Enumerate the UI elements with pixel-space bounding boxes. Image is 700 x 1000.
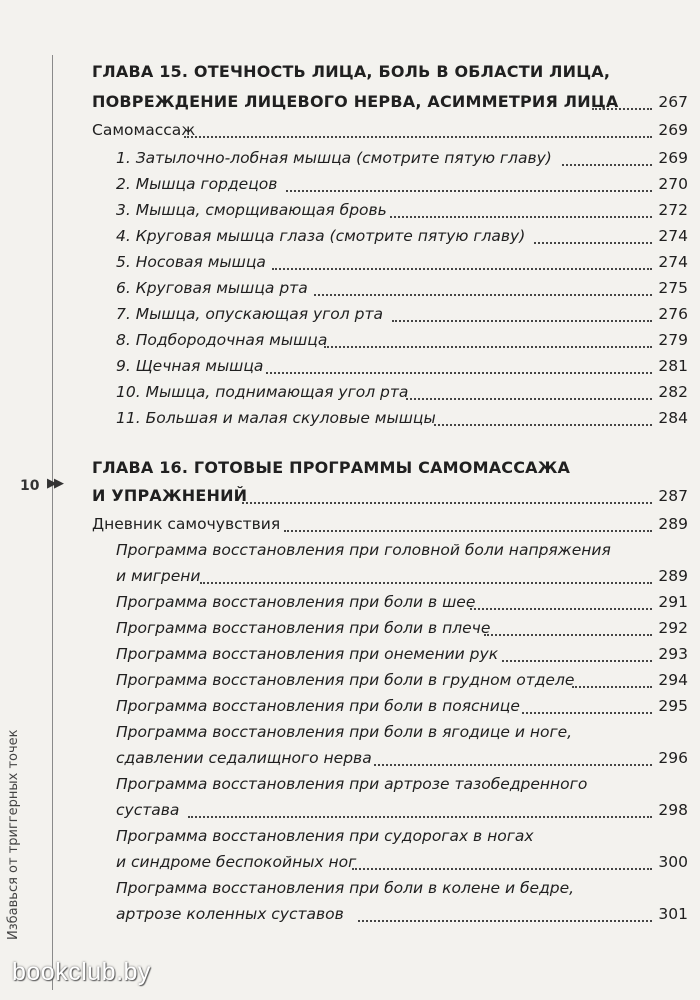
page-ref: 269	[658, 149, 688, 167]
toc-entry: и мигрени 289	[92, 564, 688, 590]
chapter-16-title-line1: ГЛАВА 16. ГОТОВЫЕ ПРОГРАММЫ САМОМАССАЖА	[92, 458, 571, 477]
page-ref: 279	[658, 331, 688, 349]
page-ref: 274	[658, 227, 688, 245]
toc-entry-line1: Программа восстановления при головной боли напряжения	[116, 541, 611, 559]
page-ref: 289	[658, 567, 688, 585]
page-ref: 294	[658, 671, 688, 689]
page-arrows-icon: ▶▶	[47, 476, 61, 491]
toc-entry: 3. Мышца, сморщивающая бровь 272	[92, 198, 688, 224]
watermark: bookclub.by	[12, 958, 151, 986]
toc-entry: 9. Щечная мышца 281	[92, 354, 688, 380]
toc-entry-line1: Программа восстановления при боли в колене и бедре,	[116, 879, 575, 897]
toc-entry: 8. Подбородочная мышца 279	[92, 328, 688, 354]
page-ref: 296	[658, 749, 688, 767]
page-ref: 293	[658, 645, 688, 663]
page-ref: 275	[658, 279, 688, 297]
toc-entry: 11. Большая и малая скуловые мышцы 284	[92, 406, 688, 432]
page-ref: 281	[658, 357, 688, 375]
margin-rule	[52, 55, 53, 990]
toc-entry-line1: Программа восстановления при боли в ягодице и ноге,	[116, 723, 573, 741]
toc-entry: артрозе коленных суставов 301	[92, 902, 688, 928]
page-ref: 274	[658, 253, 688, 271]
page-ref: 298	[658, 801, 688, 819]
toc-entry: Программа восстановления при онемении рук 293	[92, 642, 688, 668]
toc-entry-line1: Программа восстановления при артрозе тазобедренного	[116, 775, 588, 793]
toc-entry: 7. Мышца, опускающая угол рта 276	[92, 302, 688, 328]
page-ref: 291	[658, 593, 688, 611]
toc-entry-line1: Программа восстановления при судорогах в ногах	[116, 827, 534, 845]
page-ref: 295	[658, 697, 688, 715]
running-side-title: Избавься от триггерных точек	[6, 729, 21, 940]
toc-entry: ПОВРЕЖДЕНИЕ ЛИЦЕВОГО НЕРВА, АСИММЕТРИЯ ЛИЦА 267	[92, 90, 688, 116]
toc-entry: 2. Мышца гордецов 270	[92, 172, 688, 198]
chapter-15-title-line1: ГЛАВА 15. ОТЕЧНОСТЬ ЛИЦА, БОЛЬ В ОБЛАСТИ ЛИЦА,	[92, 62, 611, 81]
page-ref: 269	[658, 121, 688, 139]
page-ref: 270	[658, 175, 688, 193]
page-ref: 292	[658, 619, 688, 637]
toc-entry: 4. Круговая мышца глаза (смотрите пятую главу) 274	[92, 224, 688, 250]
toc-entry: 6. Круговая мышца рта 275	[92, 276, 688, 302]
toc-entry: 1. Затылочно-лобная мышца (смотрите пятую главу) 269	[92, 146, 688, 172]
page-ref: 272	[658, 201, 688, 219]
toc-entry: 10. Мышца, поднимающая угол рта 282	[92, 380, 688, 406]
page-ref: 282	[658, 383, 688, 401]
toc-entry: Программа восстановления при боли в шее 291	[92, 590, 688, 616]
page-ref: 300	[658, 853, 688, 871]
page-ref: 287	[658, 487, 688, 505]
toc-entry: Самомассаж 269	[92, 118, 688, 144]
page-ref: 276	[658, 305, 688, 323]
toc-entry: Дневник самочувствия 289	[92, 512, 688, 538]
page-ref: 284	[658, 409, 688, 427]
page-ref: 289	[658, 515, 688, 533]
page-ref: 301	[658, 905, 688, 923]
toc-entry: И УПРАЖНЕНИЙ 287	[92, 484, 688, 510]
toc-entry: Программа восстановления при боли в плече 292	[92, 616, 688, 642]
page-number: 10	[20, 478, 40, 494]
page-ref: 267	[658, 93, 688, 111]
toc-entry: Программа восстановления при боли в грудном отделе 294	[92, 668, 688, 694]
toc-entry: сдавлении седалищного нерва 296	[92, 746, 688, 772]
toc-entry: сустава 298	[92, 798, 688, 824]
toc-entry: 5. Носовая мышца 274	[92, 250, 688, 276]
toc-entry: Программа восстановления при боли в пояснице 295	[92, 694, 688, 720]
toc-entry: и синдроме беспокойных ног 300	[92, 850, 688, 876]
